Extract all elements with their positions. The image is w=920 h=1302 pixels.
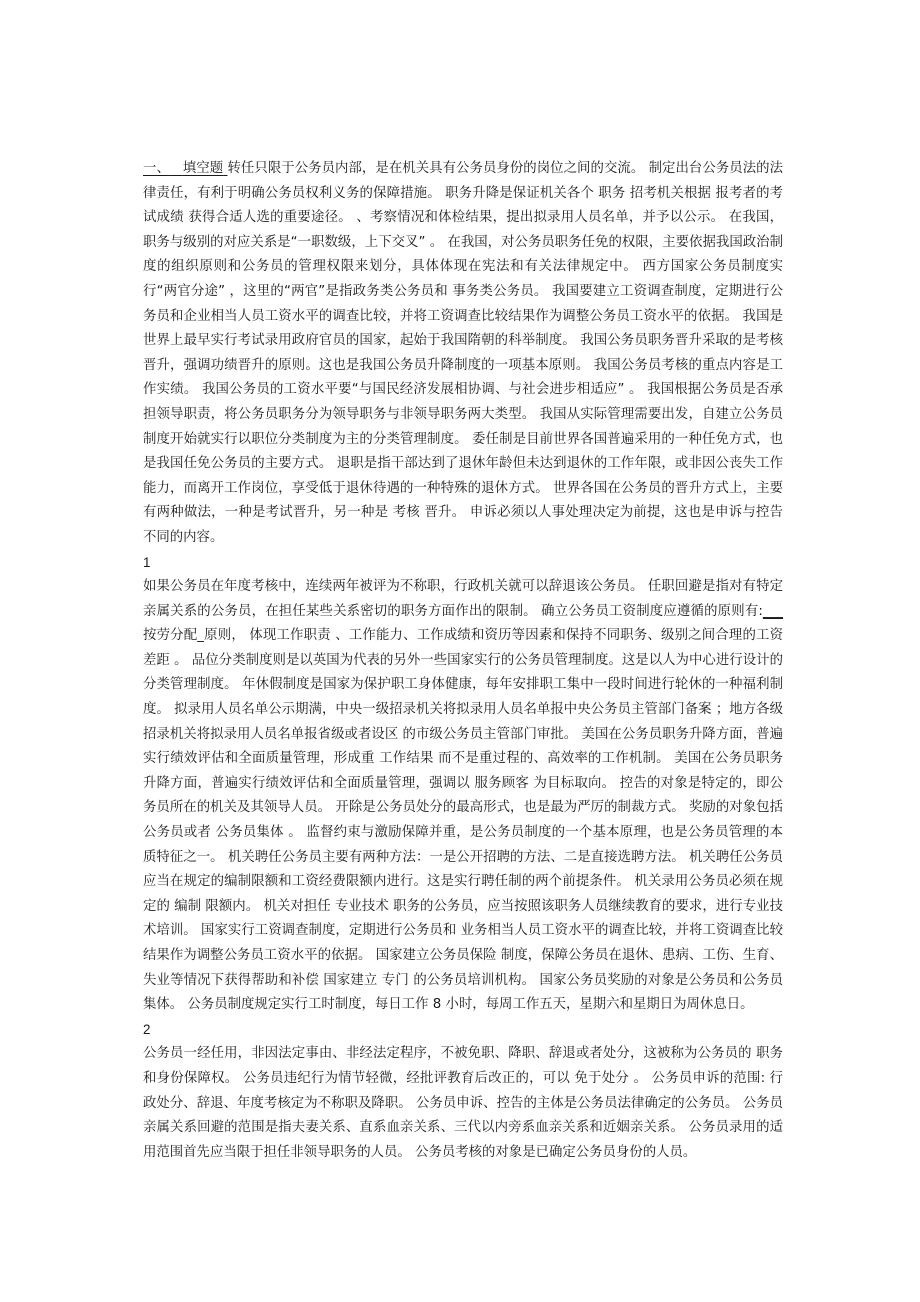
paragraph-2 (143, 575, 783, 1018)
paragraph-text: 如果公务员在年度考核中，连续两年被评为不称职，行政机关就可以辞退该公务员。 任职回避是指对有特定亲属关系的公务员，在担任某些关系密切的职务方面作出的限制。 确立公务员工资制度应遵循的原则有: (143, 579, 783, 619)
section-number: 一、 (143, 161, 170, 176)
paragraph-1 (143, 157, 783, 551)
paragraph-text: 转任只限于公务员内部，是在机关具有公务员身份的岗位之间的交流。 制定出台公务员法的法律责任，有利于明确公务员权利义务的保障措施。 职务升降是保证机关各个 职务 招考机关根据 报考者的考试成绩 获得合适人选的重要途径。 、考察情况和体检结果，提出拟录用人员名单，并予以公示。 在我国，职务与级别的对应关系是“一职数级，上下交叉” 。 在我国，对公务员职务任免的权限，主要依据我国政治制度的组织原则和公务员的管理权限来划分，具体体现在宪法和有关法律规定中。 西方国家公务员制度实行“两官分途” ，这里的“两官”是指政务类公务员和 事务类公务员。 我国要建立工资调查制度，定期进行公务员和企业相当人员工资水平的调查比较，并将工资调查比较结果作为调整公务员工资水平的依据。 我国是世界上最早实行考试录用政府官员的国家，起始于我国隋朝的科举制度。 我国公务员职务晋升采取的是考核晋升，强调功绩晋升的原则。这也是我国公务员升降制度的一项基本原则。 我国公务员考核的重点内容是工作实绩。 我国公务员的工资水平要“与国民经济发展相协调、与社会进步相适应” 。 我国根据公务员是否承担领导职责，将公务员职务分为领导职务与非领导职务两大类型。 我国从实际管理需要出发，自建立公务员制度开始就实行以职位分类制度为主的分类管理制度。 委任制是目前世界各国普遍采用的一种任免方式，也是我国任免公务员的主要方式。 退职是指干部达到了退休年龄但未达到退休的工作年限，或非因公丧失工作能力，而离开工作岗位，享受低于退休待遇的一种特殊的退休方式。 世界各国在公务员的晋升方式上，主要有两种做法，一种是考试晋升，另一种是 考核 晋升。 申诉必须以人事处理决定为前提，这也是申诉与控告不同的内容。 (143, 161, 783, 545)
section-heading (143, 161, 227, 176)
document-body (143, 157, 783, 1165)
section-title: 填空题 (182, 161, 224, 176)
paragraph-text: 按劳分配_原则， 体现工作职责 、工作能力、工作成绩和资历等因素和保持不同职务、级别之间合理的工资 差距 。 品位分类制度则是以英国为代表的另外一些国家实行的公务员管理制度。这是以人为中心进行设计的分类管理制度。 年休假制度是国家为保护职工身体健康，每年安排职工集中一段时间进行轮休的一种福利制度。 拟录用人员名单公示期满，中央一级招录机关将拟录用人员名单报中央公务员主管部门备案 ；地方各级招录机关将拟录用人员名单报省级或者设区 的市级公务员主管部门审批。 美国在公务员职务升降方面，普遍实行绩效评估和全面质量管理，形成重 工作结果 而不是重过程的、高效率的工作机制。 美国在公务员职务升降方面，普遍实行绩效评估和全面质量管理，强调以 服务顾客 为目标取向。 控告的对象是特定的，即公务员所在的机关及其领导人员。 开除是公务员处分的最高形式，也是最为严厉的制裁方式。 奖励的对象包括公务员或者 公务员集体 。 监督约束与激励保障并重，是公务员制度的一个基本原理，也是公务员管理的本质特征之一。 机关聘任公务员主要有两种方法：一是公开招聘的方法、二是直接选聘方法。 机关聘任公务员应当在规定的编制限额和工资经费限额内进行。这是实行聘任制的两个前提条件。 机关录用公务员必须在规定的 编制 限额内。 机关对担任 专业技术 职务的公务员，应当按照该职务人员继续教育的要求，进行专业技术培训。 国家实行工资调查制度，定期进行公务员和 业务相当人员工资水平的调查比较，并将工资调查比较结果作为调整公务员工资水平的依据。 国家建立公务员保险 制度，保障公务员在退休、患病、工伤、生育、失业等情况下获得帮助和补偿 国家建立 专门 的公务员培训机构。 国家公务员奖励的对象是公务员和公务员集体。 公务员制度规定实行工时制度，每日工作 8 小时，每周工作五天，星期六和星期日为周休息日。 (143, 628, 783, 1013)
paragraph-text: 公务员一经任用，非因法定事由、非经法定程序，不被免职、降职、辞退或者处分，这被称为公务员的 职务和身份保障权。 公务员违纪行为情节轻微，经批评教育后改正的，可以 免于处分 。 公务员申诉的范围: 行政处分、辞退、年度考核定为不称职及降职。 公务员申诉、控告的主体是公务员法律确定的公务员。 公务员亲属关系回避的范围是指夫妻关系、直系血亲关系、三代以内旁系血亲关系和近姻亲关系。 公务员录用的适用范围首先应当限于担任非领导职务的人员。 公务员考核的对象是已确定公务员身份的人员。 (143, 1046, 783, 1160)
blank-underline: ___ (762, 603, 783, 619)
page-number: 1 (143, 554, 151, 570)
page-number: 2 (143, 1021, 151, 1037)
paragraph-3 (143, 1042, 783, 1165)
